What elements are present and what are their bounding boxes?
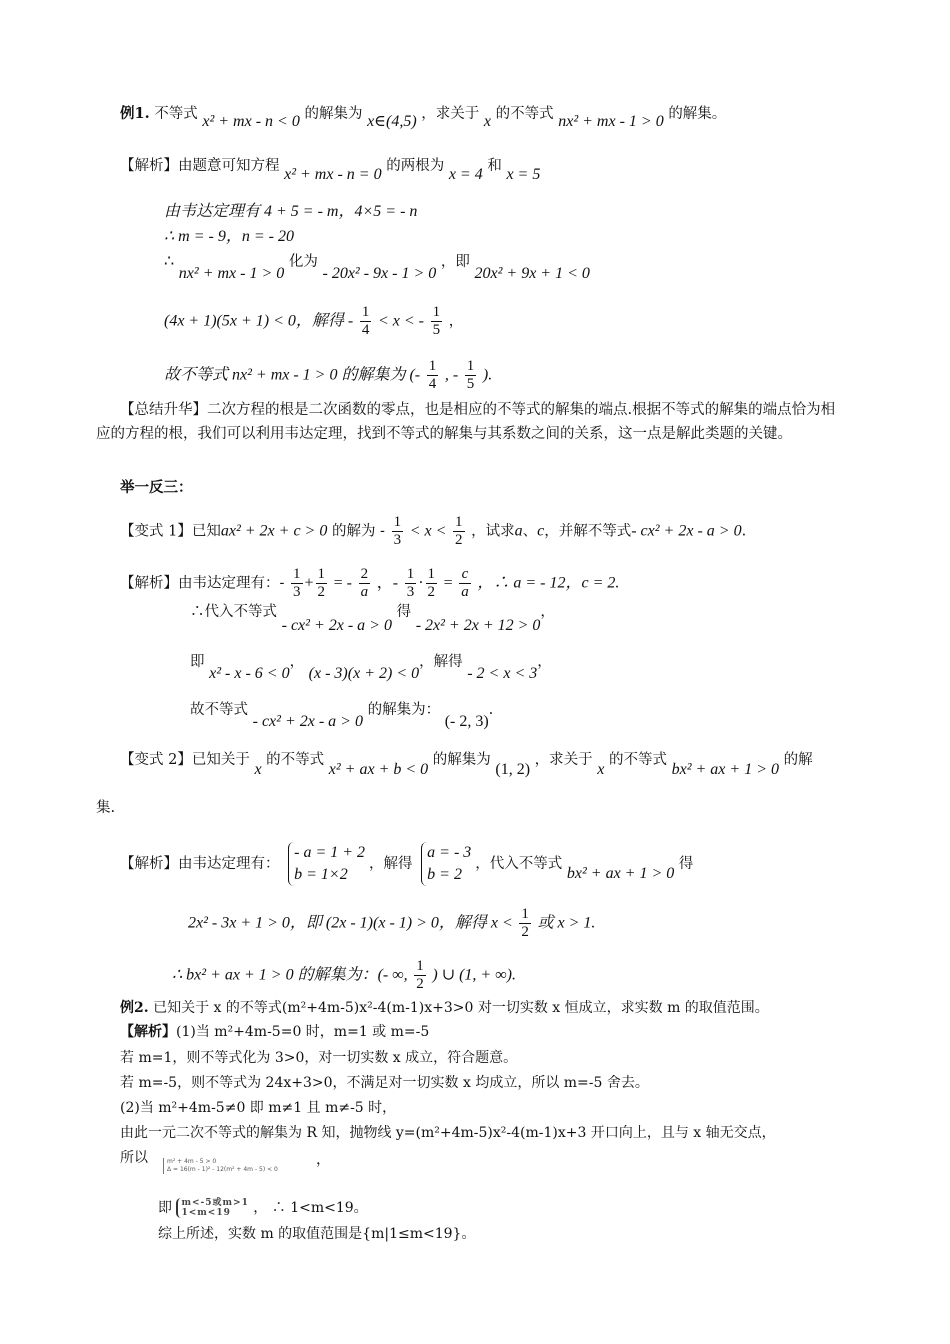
fraction: $\frac{1}{2}$ [521,906,529,940]
example-2-label: 例2. [120,1000,149,1016]
example-2-solution-2: 若 m=1，则不等式化为 3>0，对一切实数 x 成立，符合题意。 [120,1050,518,1066]
solution-3-line-1 [120,842,693,886]
example-2-line [120,998,769,1018]
formula: bx² + ax + 1 > 0 [671,761,779,778]
solution-tag: 【解析】 [120,856,178,872]
formula: - cx² + 2x - a > 0 [631,522,742,540]
text: 得 [396,604,412,620]
formula: 20x² + 9x + 1 < 0 [474,265,590,282]
tiny-system-line: m² + 4m - 5 > 0 [167,1158,217,1165]
formula: (- 2, 3) [444,713,489,730]
example-2-conclusion: 综上所述，实数 m 的取值范围是{m|1≤m<19}。 [158,1226,476,1242]
fraction: $\frac{c}{a}$ [461,566,469,600]
formula: = - [333,574,353,592]
variant-2-wrap: 集. [96,800,116,816]
solution-set-line [164,358,492,393]
formula: (x - 3)(x + 2) < 0 [308,665,420,682]
text: ，解得 [419,654,463,670]
text: ， [448,313,464,330]
formula: x² - x - 6 < 0 [209,665,290,682]
example-2-solution-3: 若 m=-5，则不等式为 24x+3>0，不满足对一切实数 x 均成立，所以 m=-5 舍去。 [120,1075,649,1091]
text: ，即 [440,254,470,270]
fraction: $\frac{1}{2}$ [455,514,463,548]
solution-2-line-4 [190,700,494,730]
formula: - cx² + 2x - a > 0 [281,617,392,634]
text: ∴代入不等式 [190,604,277,620]
formula: ax² + 2x + c > 0 [220,522,328,540]
vieta-line: 由韦达定理有 4 + 5 = - m，4×5 = - n [164,203,418,220]
fraction: $\frac{1}{3}$ [406,566,415,600]
variant-tag: 【变式 1】 [120,523,192,540]
fraction: $\frac{1}{2}$ [416,958,424,992]
solution-1-line-1 [120,156,541,183]
formula: x∈(4,5) [367,113,417,130]
text: ， [289,654,305,670]
formula: (1, 2) [495,761,531,778]
summary-text: 二次方程的根是二次函数的零点，也是相应的不等式的解集的端点.根据不等式的解集的端点恰为相应的方程的根，我们可以利用韦达定理，找到不等式的解集与其系数之间的关系，这一点是解此类题的关键。 [96,402,836,442]
tiny-system-line: Δ = 16(m - 1)² - 12(m² + 4m - 5) < 0 [167,1166,278,1173]
formula: · [418,574,424,592]
therefore: ∴ [164,253,175,270]
text: 得 [678,856,694,872]
example-2-solution-5: 由此一元二次不等式的解集为 R 知，抛物线 y=(m²+4m-5)x²-4(m-1)x+3 开口向上，且与 x 轴无交点， [120,1125,776,1141]
formula: x [597,761,605,778]
fraction: $\frac{1}{3}$ [293,566,301,600]
summary-paragraph [96,398,836,446]
text: 和 [487,158,502,174]
jyfs-heading: 举一反三： [120,479,193,496]
formula: x [254,761,262,778]
text: 即 [190,654,205,670]
text: 的不等式 [266,752,325,768]
text: ， ∴ 1<m<19。 [253,1200,368,1216]
fraction: $\frac{1}{5}$ [432,304,441,338]
formula: nx² + mx - 1 > 0 [178,265,285,282]
formula: 或 x > 1. [537,914,596,932]
formula: x [483,113,491,130]
fraction: $\frac{1}{3}$ [393,514,402,548]
formula: x² + ax + b < 0 [328,761,429,778]
formula: ). [482,366,493,384]
formula: x² + mx - n < 0 [202,113,300,130]
text: 的解集为 [304,106,363,122]
equation-system: - a = 1 + 2 b = 1×2 [288,842,365,886]
formula: bx² + ax + 1 > 0 [566,865,675,882]
fraction: $\frac{1}{5}$ [466,358,475,392]
formula: c [537,522,545,540]
text: 已知关于 x 的不等式(m²+4m-5)x²-4(m-1)x+3>0 对一切实数 x 恒成立，求实数 m 的取值范围。 [153,1000,769,1016]
text: ，代入不等式 [475,856,563,872]
transform-line [164,252,590,282]
fraction: $\frac{2}{a}$ [360,566,369,600]
formula: + [304,574,314,592]
text: ，试求 [471,523,515,540]
solution-2-line-1 [120,566,619,601]
fraction: $\frac{1}{2}$ [317,566,326,600]
fraction: $\frac{1}{4}$ [428,358,437,392]
blurred-system: m<-5或m>1 1<m<19 [176,1198,248,1218]
variant-2-line [120,750,813,778]
example-2-solution-6 [120,1148,148,1168]
tiny-system-comma: ， [316,1152,331,1168]
fraction: $\frac{1}{2}$ [427,566,436,600]
text: 的解集为： [367,702,441,718]
solution-tag: 【解析】 [120,158,178,174]
formula: ，- [376,574,399,592]
example-2-solution-4: (2)当 m²+4m-5≠0 即 m≠1 且 m≠-5 时， [120,1100,397,1116]
solution-tag: 【解析】 [120,1024,176,1040]
formula: < x < [409,522,447,540]
text: ，解得 [369,856,413,872]
text: 的解集。 [668,106,727,122]
text: 、 [522,523,538,540]
variant-tag: 【变式 2】 [120,752,192,768]
solution-2-line-3 [190,652,552,682]
fraction: $\frac{1}{4}$ [361,304,370,338]
equation-system: a = - 3 b = 2 [421,842,471,886]
formula: 2x² - 3x + 1 > 0，即 (2x - 1)(x - 1) > 0，解得 x < [188,914,513,932]
example-2-solution-1 [120,1022,429,1042]
formula: a [514,522,523,540]
text: 的解 [783,752,813,768]
text: 已知关于 [191,752,250,768]
text: 由韦达定理有：- [178,575,285,592]
text: 已知 [191,523,221,540]
mn-line: ∴ m = - 9，n = - 20 [164,228,294,245]
text: 的解集为 [432,752,491,768]
solution-3-line-3 [172,958,516,993]
text: ， [540,604,555,620]
text: ，并解不等式 [544,523,632,540]
text: 即 [158,1200,172,1216]
formula: - 2 < x < 3 [467,665,538,682]
text: 由韦达定理有： [178,856,280,872]
formula: , - [444,366,459,384]
formula: ，∴ a = - 12，c = 2. [477,574,620,592]
text: 由题意可知方程 [178,158,280,174]
formula: - 20x² - 9x - 1 > 0 [322,265,437,282]
solution-tag: 【解析】 [120,575,178,592]
example-1-line [120,104,727,130]
formula: ∴ bx² + ax + 1 > 0 的解集为：(- ∞, [172,966,408,984]
text: ， [537,654,552,670]
text: ，求关于 [534,752,593,768]
variant-1-line [120,514,746,549]
formula: 故不等式 nx² + mx - 1 > 0 的解集为 (- [164,366,421,384]
formula: x² + mx - n = 0 [284,166,382,183]
text: 的解为 - [331,523,385,540]
formula: nx² + mx - 1 > 0 [558,113,664,130]
solution-2-line-2 [190,602,555,634]
solution-3-line-2 [188,906,595,941]
example-1-label: 例1. [120,105,150,122]
text: 不等式 [154,106,198,122]
text: 的不等式 [608,752,667,768]
formula: x = 4 [448,166,483,183]
text: . [488,702,494,718]
formula: (4x + 1)(5x + 1) < 0，解得 - [164,312,354,330]
tiny-system [163,1158,278,1174]
text: 所以 [120,1150,148,1166]
text: 的不等式 [495,106,554,122]
text: 故不等式 [190,702,248,718]
formula: < x < - [377,312,424,330]
text: ，求关于 [421,106,480,122]
formula: ) ∪ (1, + ∞). [432,966,516,984]
text: 化为 [288,254,318,270]
formula: - 2x² + 2x + 12 > 0 [415,617,541,634]
factor-line [164,304,463,339]
text: (1)当 m²+4m-5=0 时，m=1 或 m=-5 [176,1024,430,1040]
text: . [741,523,747,540]
formula: = [443,574,453,592]
text: 的两根为 [386,158,445,174]
example-2-solution-7 [158,1198,368,1218]
formula: x = 5 [506,166,541,183]
formula: - cx² + 2x - a > 0 [252,713,363,730]
summary-tag: 【总结升华】 [120,402,207,418]
